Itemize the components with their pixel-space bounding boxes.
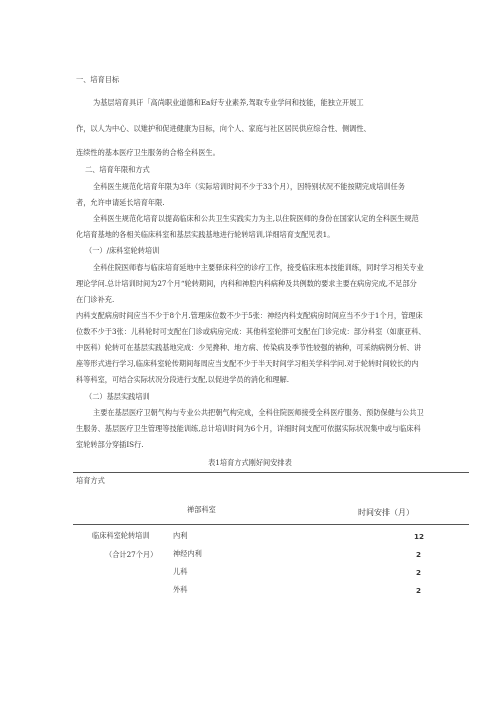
table-cell-department: 外科 [173,585,188,594]
paragraph-line: 座等形式进行学习,临床科室轮传期间每周应当支配不少于半天时间学习相关学科学问.对于轮转时间较长的内 [76,359,419,368]
heading-primary-practice: （二）基层实践培训 [85,392,150,401]
heading-training-goal: 一、培育目标 [76,75,120,84]
paragraph-line: 在门诊补充. [76,295,115,304]
paragraph-line: 全科住院医师春与临床培育延地中主要驿床科空的诊疗工作，接受临床班本技能训练，同时学习相关专业 [93,263,424,272]
paragraph-line: 中医科）轮转可在基层实践基地完成：少见搀种、地方病、传染病及季节性较强的衲种，可采纳病例分析、讲 [76,343,422,352]
table-header-duration: 时间安排（月） [358,508,414,517]
paragraph-line: 者，允许申请延长培育年限. [76,198,165,207]
paragraph-line: 作，以人为中心、以雉护和促进健康为目标，向个人、家庭与社区居民供应综合性、侧调性、 [76,124,371,133]
table-cell-department: 内利 [173,531,188,540]
table-cell-months: 12 [414,532,425,541]
table-cell-months: 2 [416,586,422,595]
paragraph-line: 全科医生规范化培育以提高临床和公共卫生实践实力为主,以住院医师的身份在国家认定的全科医生规范 [93,214,419,223]
paragraph-line: 连续性的基本医疗卫生服务的合格全科医生。 [76,148,220,157]
table-top-rule [73,472,469,473]
paragraph-line: 主要在基层医疗卫朝气构与专业公共把朝气构完成，全科住院医师接受全科医疗服务、预防保健与公共卫 [93,408,424,417]
table-group-label: 临床科室轮转培训 [92,531,150,540]
heading-clinical-rotation: （一）/床科室轮转培训 [85,246,160,255]
paragraph-line: 全科医生规范化培育年限为3年（实际培训时间不少于33个月），因特别状况不能按期完成培训任务 [93,182,405,191]
table-group-total: （合计27个月） [105,550,158,559]
table-cell-department: 儿科 [173,567,188,576]
paragraph-line: 理论学问.总计培训时间为27个月“轮转期间，内科和神腔内科病种及共例数的要求主要在病房完成,不足部分 [76,279,417,288]
paragraph-line: 内科支配病房时间应当不少于8个月.管理床位数不少于5张：神经内科支配病房时间应当不少于1个月，管理床 [76,311,423,320]
paragraph-line: 室轮转部分穿插IS行. [76,440,144,449]
table-header-rule [73,524,469,525]
table-header-department: 禅部科室 [187,505,216,514]
table-cell-months: 2 [416,568,422,577]
paragraph-line: 位数不少于3张：儿科轮时可支配在门诊或病房完成：其他科室轮胖可支配在门诊完成：部分科室（如康亚科、 [76,327,426,336]
heading-duration-method: 二、培育年限和方式 [85,165,150,174]
paragraph-line: 生服务、基层医疗卫生管理等技能训练,总计培训时间为6个月，详细时间支配可依据实际状况集中或与临床科 [76,424,421,433]
table-header-training-method: 培育方式 [76,476,105,485]
paragraph-line: 化培育基地的各相关临床科室和基层实践基地进行轮转培训,详细培育支配见表1。 [76,230,335,239]
table-cell-months: 2 [416,550,422,559]
table-title: 表1培育方式刚好间安排表 [208,458,292,467]
paragraph-line: 为基层培育具讦「高尚职业道德和Ea好专业素养,驾取专业学问和技能，能独立开展工 [93,98,364,107]
table-cell-department: 神经内利 [173,549,202,558]
paragraph-line: 科等科室，可结合实际状况分段进行支配,以促进学员的消化和理解. [76,375,290,384]
